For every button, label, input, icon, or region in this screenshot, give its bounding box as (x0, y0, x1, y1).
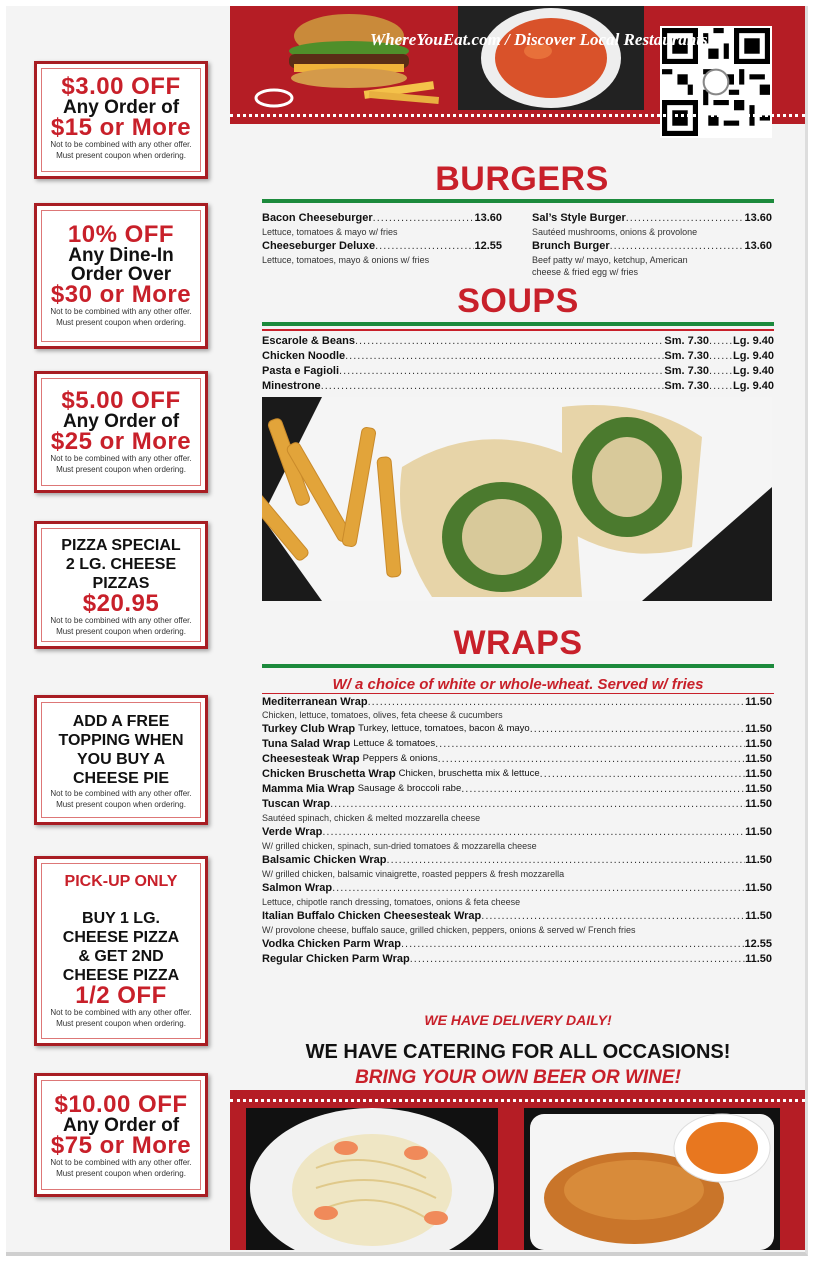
header-dotted-line (230, 114, 805, 118)
coupon-line: CHEESE PIZZA (62, 929, 180, 946)
coupon-pickup-only: PICK-UP ONLY (64, 873, 178, 890)
coupon-condition: Any Order of (62, 411, 180, 432)
coupon-condition: Any Order of (62, 1115, 180, 1136)
coupon-condition: Order Over (70, 264, 172, 285)
coupon-threshold: $30 or More (50, 281, 192, 308)
wrap-row: Cheesesteak Wrap Peppers & onions ..... 11.50 (262, 753, 772, 765)
coupon-fine-print: Must present coupon when ordering. (56, 1019, 186, 1028)
coupon-condition: Any Order of (62, 97, 180, 118)
wrap-row: Chicken Bruschetta Wrap Chicken, bruschetta mix & lettuce ..... 11.50 (262, 768, 772, 780)
wrap-row: Mamma Mia Wrap Sausage & broccoli rabe ..... 11.50 (262, 783, 772, 795)
burgers-title: BURGERS (435, 160, 609, 198)
menu-item-desc: Lettuce, tomatoes, mayo & onions w/ fries (262, 255, 430, 265)
wrap-row: Mediterranean Wrap ..... 11.50 (262, 696, 772, 708)
coupon-line: BUY 1 LG. (82, 910, 160, 927)
coupon-fine-print: Must present coupon when ordering. (56, 1169, 186, 1178)
wrap-row: Verde Wrap ..... 11.50 (262, 826, 772, 838)
coupon-threshold: $25 or More (50, 428, 192, 455)
menu-item-name: Cheeseburger Deluxe ..... 12.55 (262, 240, 502, 252)
coupon-line: 2 LG. CHEESE (65, 556, 177, 573)
coupon-5-off[interactable] (34, 371, 208, 493)
coupon-price: 1/2 OFF (75, 982, 167, 1009)
coupon-fine-print: Must present coupon when ordering. (56, 465, 186, 474)
wraps-rule (262, 664, 774, 668)
coupon-fine-print: Must present coupon when ordering. (56, 800, 186, 809)
burgers-rule (262, 199, 774, 203)
wrap-desc: Sautéed spinach, chicken & melted mozzarella cheese (262, 813, 481, 823)
coupon-threshold: $75 or More (50, 1132, 192, 1159)
watermark-text: WhereYouEat.com / Discover Local Restaurants (370, 30, 708, 49)
wraps-rule-red (262, 693, 774, 694)
catering-text: WE HAVE CATERING FOR ALL OCCASIONS! (305, 1041, 731, 1063)
coupon-fine-print: Not to be combined with any other offer. (50, 140, 192, 149)
coupon-headline: $10.00 OFF (54, 1091, 188, 1118)
wrap-row: Regular Chicken Parm Wrap ..... 11.50 (262, 953, 772, 965)
coupon-line: ADD A FREE (72, 713, 170, 730)
menu-item-desc: Beef patty w/ mayo, ketchup, American (532, 255, 688, 265)
coupon-line: TOPPING WHEN (58, 732, 184, 749)
wrap-row: Turkey Club Wrap Turkey, lettuce, tomatoes, bacon & mayo ..... 11.50 (262, 723, 772, 735)
soups-rule-red (262, 329, 774, 331)
coupon-line: CHEESE PIE (72, 770, 170, 787)
coupon-line: CHEESE PIZZA (62, 967, 180, 984)
coupon-fine-print: Not to be combined with any other offer. (50, 454, 192, 463)
coupon-fine-print: Not to be combined with any other offer. (50, 1008, 192, 1017)
burger-photo (254, 6, 444, 110)
wrap-desc: Lettuce, chipotle ranch dressing, tomatoes, onions & feta cheese (262, 897, 521, 907)
coupon-free-topping[interactable] (34, 695, 208, 825)
wrap-row: Vodka Chicken Parm Wrap ..... 12.55 (262, 938, 772, 950)
soup-row: Minestrone ..... Sm. 7.30 ..... Lg. 9.40 (262, 380, 774, 392)
coupon-fine-print: Must present coupon when ordering. (56, 318, 186, 327)
coupon-fine-print: Must present coupon when ordering. (56, 151, 186, 160)
coupon-pizza-special[interactable] (34, 521, 208, 649)
pasta-photo (246, 1108, 498, 1250)
footer-dotted-line (230, 1099, 805, 1103)
coupon-headline: $3.00 OFF (61, 73, 181, 100)
wrap-row: Italian Buffalo Chicken Cheesesteak Wrap ..... 11.50 (262, 910, 772, 922)
calzone-photo (524, 1108, 780, 1250)
coupon-headline: $5.00 OFF (61, 387, 181, 414)
coupon-price: $20.95 (82, 590, 160, 617)
menu-item-name: Sal’s Style Burger ..... 13.60 (532, 212, 772, 224)
coupon-line: PIZZA SPECIAL (61, 537, 181, 554)
coupon-fine-print: Not to be combined with any other offer. (50, 1158, 192, 1167)
coupon-threshold: $15 or More (50, 114, 192, 141)
coupon-3-off[interactable] (34, 61, 208, 179)
wrap-desc: W/ grilled chicken, balsamic vinaigrette, roasted peppers & fresh mozzarella (262, 869, 565, 879)
coupon-line: PIZZAS (92, 575, 150, 592)
menu-item-desc: cheese & fried egg w/ fries (532, 267, 639, 277)
soup-row: Escarole & Beans ..... Sm. 7.30 ..... Lg. 9.40 (262, 335, 774, 347)
coupon-line: & GET 2ND (78, 948, 164, 965)
wrap-row: Salmon Wrap ..... 11.50 (262, 882, 772, 894)
wrap-row: Tuscan Wrap ..... 11.50 (262, 798, 772, 810)
wraps-subtitle: W/ a choice of white or whole-wheat. Served w/ fries (332, 676, 704, 693)
wraps-title: WRAPS (453, 624, 583, 662)
coupon-fine-print: Not to be combined with any other offer. (50, 616, 192, 625)
wrap-desc: Chicken, lettuce, tomatoes, olives, feta cheese & cucumbers (262, 710, 503, 720)
wrap-row: Tuna Salad Wrap Lettuce & tomatoes ..... 11.50 (262, 738, 772, 750)
wrap-row: Balsamic Chicken Wrap ..... 11.50 (262, 854, 772, 866)
coupon-10-percent-off[interactable] (34, 203, 208, 349)
coupon-pickup-half-off[interactable] (34, 856, 208, 1046)
menu-item-name: Brunch Burger ..... 13.60 (532, 240, 772, 252)
menu-item-desc: Lettuce, tomatoes & mayo w/ fries (262, 227, 398, 237)
coupon-condition: Any Dine-In (68, 245, 174, 266)
menu-item-desc: Sautéed mushrooms, onions & provolone (532, 227, 698, 237)
menu-item-name: Bacon Cheeseburger ..... 13.60 (262, 212, 502, 224)
soups-title: SOUPS (457, 282, 579, 320)
byob-text: BRING YOUR OWN BEER OR WINE! (355, 1067, 681, 1088)
soups-rule (262, 322, 774, 326)
coupon-fine-print: Must present coupon when ordering. (56, 627, 186, 636)
coupon-fine-print: Not to be combined with any other offer. (50, 307, 192, 316)
wrap-desc: W/ grilled chicken, spinach, sun-dried tomatoes & mozzarella cheese (262, 841, 537, 851)
coupon-headline: 10% OFF (67, 221, 175, 248)
delivery-text: WE HAVE DELIVERY DAILY! (424, 1012, 612, 1028)
wrap-photo (262, 397, 772, 601)
wrap-desc: W/ provolone cheese, buffalo sauce, grilled chicken, peppers, onions & served w/ French fries (262, 925, 636, 935)
soup-row: Pasta e Fagioli ..... Sm. 7.30 ..... Lg. 9.40 (262, 365, 774, 377)
coupon-line: YOU BUY A (76, 751, 165, 768)
coupon-10-off[interactable] (34, 1073, 208, 1197)
soup-row: Chicken Noodle ..... Sm. 7.30 ..... Lg. 9.40 (262, 350, 774, 362)
coupon-fine-print: Not to be combined with any other offer. (50, 789, 192, 798)
soup-photo (458, 6, 644, 110)
